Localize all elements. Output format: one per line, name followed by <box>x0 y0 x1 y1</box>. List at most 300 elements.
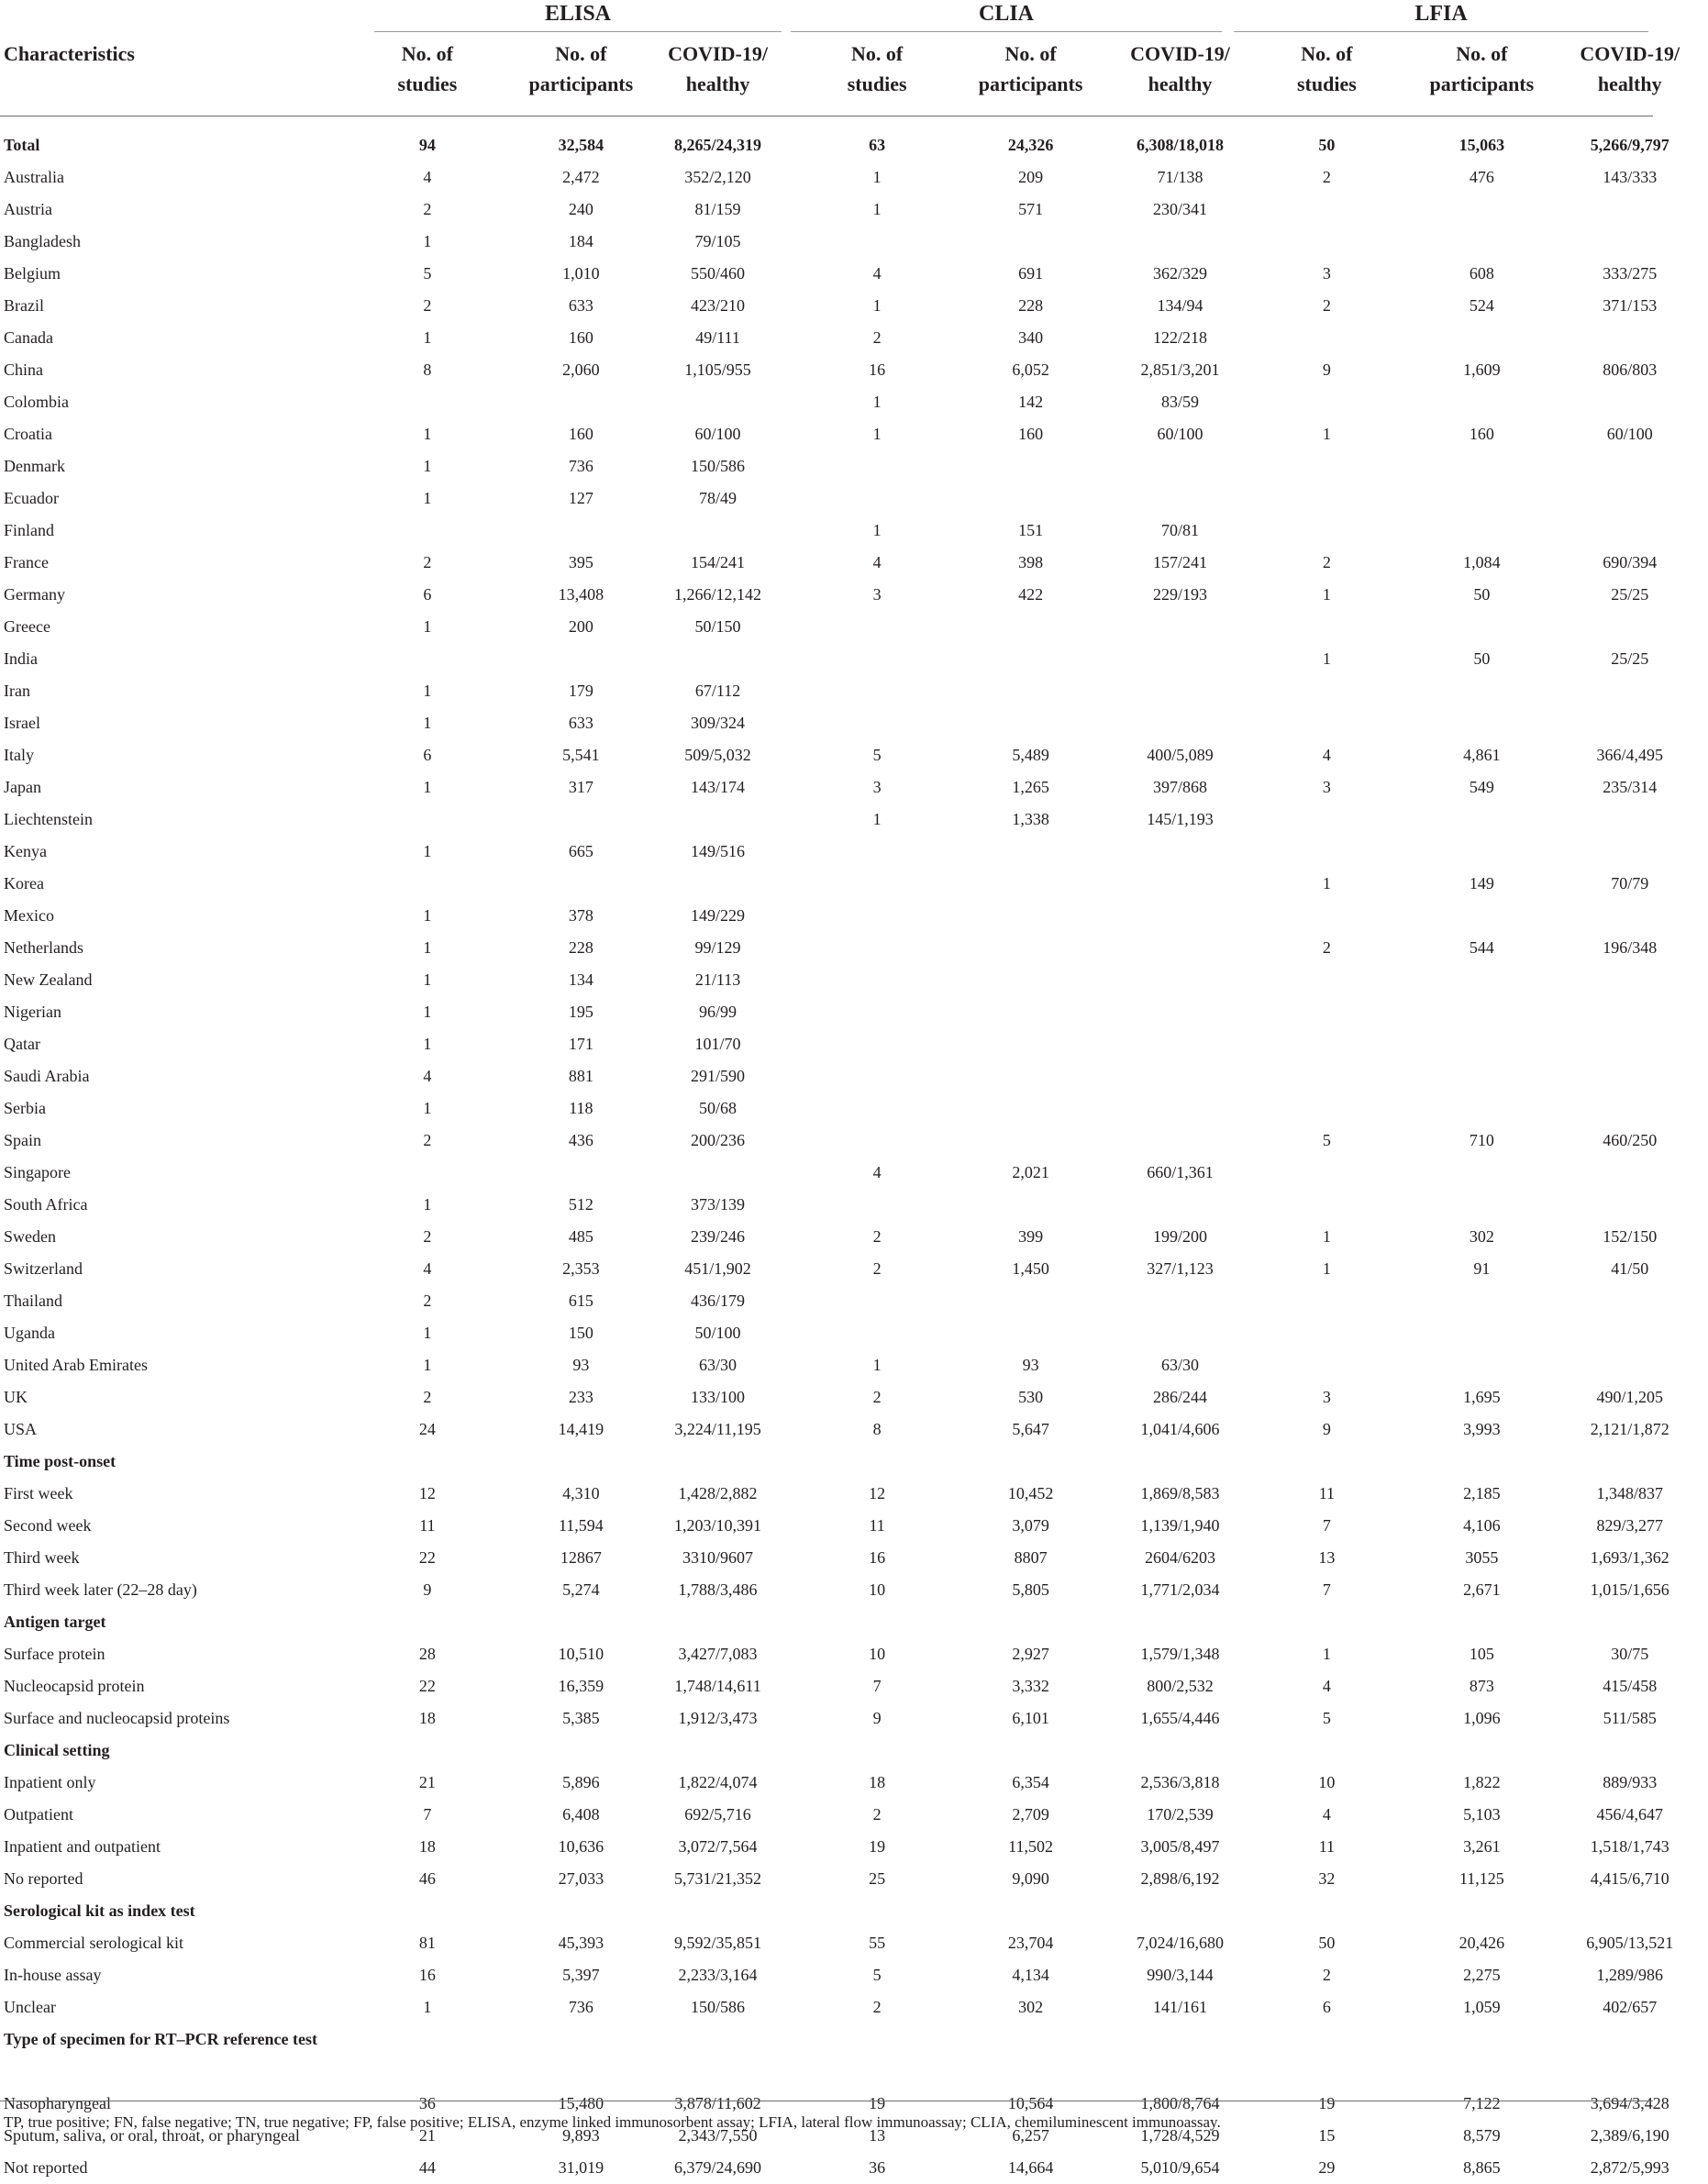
section-heading: Antigen target <box>4 1613 106 1631</box>
table-cell: 1 <box>872 393 882 411</box>
table-cell: 571 <box>1018 200 1044 218</box>
table-cell: 29 <box>1318 2158 1336 2177</box>
row-label: United Arab Emirates <box>4 1356 148 1374</box>
row-label: First week <box>4 1484 73 1502</box>
table-cell: 32,584 <box>558 136 604 154</box>
table-cell: 512 <box>568 1195 593 1214</box>
table-cell: 1,428/2,882 <box>678 1484 758 1502</box>
row-label: Sputum, saliva, or oral, throat, or pharyngeal <box>4 2126 300 2145</box>
table-row <box>0 1060 1653 1092</box>
table-cell: 2,898/6,192 <box>1140 1869 1220 1888</box>
table-row <box>0 964 1653 996</box>
table-cell: 362/329 <box>1152 264 1207 283</box>
table-row <box>0 1927 1674 1959</box>
table-cell: 397/868 <box>1152 778 1207 796</box>
table-cell: 829/3,277 <box>1596 1516 1663 1535</box>
row-label: In-house assay <box>4 1966 102 1984</box>
table-cell: 11 <box>869 1516 885 1535</box>
table-cell: 4 <box>872 264 882 283</box>
table-cell: 5,489 <box>1012 746 1049 764</box>
table-cell: 436 <box>568 1131 593 1149</box>
row-label: Netherlands <box>4 938 83 957</box>
table-cell: 5,397 <box>562 1966 600 1984</box>
table-cell: 1,139/1,940 <box>1140 1516 1220 1535</box>
table-cell: 7 <box>872 1677 882 1695</box>
table-cell: 1,041/4,606 <box>1140 1420 1220 1438</box>
table-cell: 3,079 <box>1012 1516 1049 1535</box>
table-cell: 1,348/837 <box>1596 1484 1663 1502</box>
table-cell: 736 <box>568 457 593 475</box>
table-cell: 5,103 <box>1463 1805 1501 1824</box>
table-cell: 200 <box>568 617 593 636</box>
table-cell: 291/590 <box>691 1067 746 1085</box>
column-header-line: COVID-19/ <box>668 42 768 65</box>
table-cell: 2 <box>423 200 432 218</box>
table-cell: 5 <box>423 264 432 283</box>
table-cell: 317 <box>568 778 593 796</box>
table-cell: 229/193 <box>1152 585 1207 604</box>
table-cell: 1,266/12,142 <box>674 585 762 604</box>
table-cell: 1,518/1,743 <box>1590 1837 1669 1856</box>
table-cell: 8,265/24,319 <box>674 136 762 154</box>
row-label: Nigerian <box>4 1003 61 1021</box>
table-cell: 395 <box>568 553 593 571</box>
column-header-ratio <box>1103 39 1259 99</box>
table-cell: 327/1,123 <box>1147 1259 1214 1278</box>
row-label: China <box>4 360 43 379</box>
row-label: Colombia <box>4 393 69 411</box>
table-cell: 1 <box>423 906 432 925</box>
table-cell: 2 <box>423 1388 432 1406</box>
table-cell: 15,063 <box>1458 136 1505 154</box>
table-cell: 460/250 <box>1603 1131 1658 1149</box>
table-cell: 11,502 <box>1008 1837 1054 1856</box>
group-underline <box>1234 31 1648 32</box>
table-cell: 21/113 <box>694 970 741 989</box>
table-row <box>0 1767 1658 1799</box>
column-header-participants <box>1413 39 1550 99</box>
table-row <box>0 258 1658 290</box>
table-row <box>0 611 1653 643</box>
table-cell: 50/150 <box>694 617 741 636</box>
table-cell: 3 <box>1322 778 1331 796</box>
table-cell: 2 <box>423 1292 432 1310</box>
table-cell: 63 <box>869 136 886 154</box>
table-cell: 2 <box>872 1388 882 1406</box>
table-cell: 544 <box>1469 938 1494 957</box>
table-cell: 3,261 <box>1463 1837 1501 1856</box>
section-row <box>0 1735 1653 1767</box>
table-cell: 1 <box>423 682 432 700</box>
table-cell: 28 <box>418 1645 436 1663</box>
table-cell: 36 <box>869 2158 886 2177</box>
table-cell: 49/111 <box>695 328 740 347</box>
column-header-line: No. of <box>1004 42 1057 65</box>
row-label: Not reported <box>4 2158 88 2177</box>
group-header-elisa <box>374 0 782 33</box>
row-label: Croatia <box>4 425 52 443</box>
column-header-line: No. of <box>1301 42 1353 65</box>
row-label: Uganda <box>4 1324 55 1342</box>
table-cell: 79/105 <box>694 232 741 250</box>
column-header-ratio <box>1552 39 1708 99</box>
table-cell: 145/1,193 <box>1147 810 1214 828</box>
table-cell: 6,408 <box>562 1805 600 1824</box>
table-row <box>0 1991 1658 2023</box>
table-cell: 3,005/8,497 <box>1140 1837 1220 1856</box>
table-cell: 476 <box>1469 168 1494 186</box>
group-underline <box>791 31 1222 32</box>
table-cell: 9 <box>1322 360 1331 379</box>
table-row <box>0 836 1653 868</box>
table-cell: 24 <box>418 1420 436 1438</box>
table-cell: 240 <box>568 200 593 218</box>
table-cell: 93 <box>1022 1356 1039 1374</box>
table-row <box>0 1317 1653 1349</box>
table-cell: 2 <box>1322 553 1331 571</box>
group-underline <box>374 31 782 32</box>
row-label: Korea <box>4 874 44 892</box>
table-cell: 2,021 <box>1012 1163 1049 1181</box>
table-cell: 5,266/9,797 <box>1590 136 1669 154</box>
table-cell: 78/49 <box>699 489 738 507</box>
table-cell: 1,015/1,656 <box>1590 1580 1669 1599</box>
row-label: No reported <box>4 1869 83 1888</box>
table-cell: 2,275 <box>1463 1966 1501 1984</box>
row-label: Italy <box>4 746 34 764</box>
table-cell: 4 <box>1322 746 1331 764</box>
table-row <box>0 515 1653 547</box>
table-row <box>0 675 1653 707</box>
column-header-line: participants <box>528 72 634 95</box>
table-cell: 3,224/11,195 <box>674 1420 761 1438</box>
table-row <box>0 1702 1657 1735</box>
table-cell: 1,084 <box>1463 553 1501 571</box>
table-row <box>0 354 1658 386</box>
table-cell: 550/460 <box>691 264 746 283</box>
table-cell: 366/4,495 <box>1596 746 1663 764</box>
group-header-lfia <box>1234 0 1648 33</box>
table-cell: 154/241 <box>691 553 746 571</box>
table-cell: 195 <box>568 1003 593 1021</box>
table-row <box>0 1349 1653 1381</box>
row-label: Ecuador <box>4 489 59 507</box>
table-cell: 149 <box>1469 874 1494 892</box>
table-cell: 1 <box>1322 585 1331 604</box>
row-label: Bangladesh <box>4 232 81 250</box>
table-cell: 1 <box>423 617 432 636</box>
table-cell: 16 <box>418 1966 436 1984</box>
row-label: Mexico <box>4 906 54 925</box>
table-cell: 8,579 <box>1463 2126 1501 2145</box>
table-cell: 70/81 <box>1160 521 1199 539</box>
table-cell: 18 <box>869 1773 886 1791</box>
table-cell: 15 <box>1318 2126 1336 2145</box>
table-cell: 2,671 <box>1463 1580 1501 1599</box>
table-cell: 1,728/4,529 <box>1140 2126 1220 2145</box>
table-cell: 25 <box>869 1869 886 1888</box>
table-cell: 309/324 <box>691 714 746 732</box>
table-cell: 44 <box>418 2158 436 2177</box>
table-cell: 46 <box>418 1869 436 1888</box>
table-cell: 3310/9607 <box>682 1548 754 1567</box>
table-cell: 105 <box>1469 1645 1494 1663</box>
table-cell: 1 <box>423 842 432 860</box>
column-header-line: healthy <box>685 72 750 95</box>
table-row <box>0 1253 1653 1285</box>
table-cell: 6 <box>423 746 432 764</box>
table-cell: 1,579/1,348 <box>1140 1645 1220 1663</box>
table-row <box>0 226 1653 258</box>
table-row <box>0 482 1653 515</box>
section-row <box>0 1446 1653 1478</box>
table-cell: 18 <box>418 1709 436 1727</box>
table-cell: 286/244 <box>1152 1388 1207 1406</box>
table-cell: 402/657 <box>1603 1998 1658 2016</box>
table-cell: 60/100 <box>1157 425 1203 443</box>
row-label: Singapore <box>4 1163 71 1181</box>
table-cell: 179 <box>568 682 593 700</box>
row-label: UK <box>4 1388 28 1406</box>
table-cell: 63/30 <box>699 1356 738 1374</box>
section-row <box>0 1606 1653 1638</box>
table-cell: 171 <box>568 1035 593 1053</box>
table-cell: 6 <box>1322 1998 1331 2016</box>
table-row <box>0 1414 1669 1446</box>
table-cell: 1,748/14,611 <box>674 1677 761 1695</box>
table-cell: 150 <box>568 1324 593 1342</box>
table-cell: 9,592/35,851 <box>674 1934 762 1952</box>
group-title: LFIA <box>1414 2 1468 26</box>
table-row <box>0 290 1658 322</box>
table-cell: 20,426 <box>1458 1934 1505 1952</box>
section-heading: Time post-onset <box>4 1452 116 1470</box>
table-row <box>0 386 1653 418</box>
table-cell: 806/803 <box>1603 360 1658 379</box>
table-cell: 7 <box>423 1805 432 1824</box>
table-cell: 101/70 <box>694 1035 741 1053</box>
table-cell: 12 <box>869 1484 886 1502</box>
table-footnote: TP, true positive; FN, false negative; TN, true negative; FP, false positive; ELISA, enzyme linked immunosorbent assay; LFIA, lateral flow immunoassay; CLIA, chemiluminescent immunoassay. <box>4 2113 1221 2131</box>
row-label: Surface protein <box>4 1645 105 1663</box>
table-cell: 7 <box>1322 1516 1331 1535</box>
table-cell: 143/174 <box>691 778 746 796</box>
table-cell: 1 <box>423 328 432 347</box>
table-cell: 96/99 <box>699 1003 738 1021</box>
table-cell: 10 <box>869 1645 886 1663</box>
table-row <box>0 1285 1653 1317</box>
table-cell: 378 <box>568 906 593 925</box>
table-row <box>0 194 1653 226</box>
table-cell: 451/1,902 <box>684 1259 751 1278</box>
table-cell: 2,343/7,550 <box>678 2126 758 2145</box>
row-label: Liechtenstein <box>4 810 93 828</box>
table-cell: 633 <box>568 296 593 315</box>
table-cell: 302 <box>1018 1998 1044 2016</box>
table-cell: 50 <box>1473 585 1491 604</box>
table-cell: 8 <box>872 1420 882 1438</box>
table-cell: 11 <box>1318 1837 1336 1856</box>
table-cell: 2 <box>872 1998 882 2016</box>
table-cell: 7,024/16,680 <box>1136 1934 1224 1952</box>
table-cell: 27,033 <box>558 1869 604 1888</box>
table-row <box>0 1092 1653 1125</box>
table-cell: 16 <box>869 1548 886 1567</box>
table-cell: 1 <box>872 1356 882 1374</box>
row-label: Denmark <box>4 457 65 475</box>
table-cell: 50 <box>1318 1934 1336 1952</box>
table-cell: 1,338 <box>1012 810 1049 828</box>
column-header-studies <box>363 39 492 99</box>
table-cell: 118 <box>569 1099 593 1117</box>
table-cell: 690/394 <box>1603 553 1658 571</box>
table-cell: 2 <box>1322 938 1331 957</box>
table-cell: 24,326 <box>1007 136 1054 154</box>
table-cell: 2,185 <box>1463 1484 1501 1502</box>
table-cell: 2 <box>423 296 432 315</box>
table-cell: 228 <box>1018 296 1044 315</box>
table-cell: 373/139 <box>691 1195 746 1214</box>
column-header-line: healthy <box>1597 72 1662 95</box>
table-cell: 485 <box>568 1227 593 1246</box>
table-cell: 142 <box>1018 393 1044 411</box>
header-characteristics: Characteristics <box>4 42 135 65</box>
table-cell: 3 <box>872 585 882 604</box>
table-cell: 233 <box>568 1388 593 1406</box>
table-cell: 4,415/6,710 <box>1590 1869 1669 1888</box>
table-cell: 1 <box>1322 1645 1331 1663</box>
table-cell: 3,878/11,602 <box>674 2094 761 2112</box>
table-cell: 1 <box>423 489 432 507</box>
table-cell: 83/59 <box>1160 393 1199 411</box>
table-row <box>0 804 1653 836</box>
table-cell: 736 <box>568 1998 593 2016</box>
table-cell: 14,419 <box>558 1420 604 1438</box>
table-cell: 13 <box>1318 1548 1336 1567</box>
table-cell: 1 <box>423 1003 432 1021</box>
table-cell: 230/341 <box>1152 200 1207 218</box>
table-cell: 6,905/13,521 <box>1586 1934 1674 1952</box>
row-label: Unclear <box>4 1998 56 2016</box>
table-cell: 19 <box>1318 2094 1336 2112</box>
table-cell: 1,203/10,391 <box>674 1516 762 1535</box>
table-cell: 1 <box>423 938 432 957</box>
row-label: Finland <box>4 521 55 539</box>
table-row <box>0 996 1653 1028</box>
table-cell: 1 <box>423 457 432 475</box>
table-cell: 2,121/1,872 <box>1590 1420 1669 1438</box>
table-cell: 93 <box>572 1356 590 1374</box>
table-cell: 81/159 <box>694 200 741 218</box>
table-cell: 143/333 <box>1603 168 1658 186</box>
table-cell: 19 <box>869 1837 886 1856</box>
table-cell: 524 <box>1469 296 1494 315</box>
table-cell: 615 <box>568 1292 593 1310</box>
table-cell: 2,851/3,201 <box>1140 360 1220 379</box>
table-cell: 1 <box>1322 1227 1331 1246</box>
table-cell: 1 <box>423 1099 432 1117</box>
table-cell: 333/275 <box>1603 264 1658 283</box>
table-cell: 19 <box>869 2094 886 2112</box>
table-cell: 2,709 <box>1012 1805 1049 1824</box>
table-cell: 4 <box>872 553 882 571</box>
table-cell: 6 <box>423 585 432 604</box>
table-cell: 509/5,032 <box>684 746 751 764</box>
table-row <box>0 322 1653 354</box>
table-cell: 2,536/3,818 <box>1140 1773 1220 1791</box>
table-row <box>0 1638 1653 1670</box>
table-cell: 1 <box>872 168 882 186</box>
table-cell: 1,265 <box>1012 778 1049 796</box>
row-label: Nasopharyngeal <box>4 2094 111 2112</box>
table-row <box>0 129 1669 161</box>
table-cell: 10,636 <box>558 1837 604 1856</box>
table-cell: 608 <box>1469 264 1494 283</box>
table-cell: 4,861 <box>1463 746 1501 764</box>
table-row <box>0 1478 1663 1510</box>
table-cell: 2 <box>1322 296 1331 315</box>
table-cell: 199/200 <box>1152 1227 1207 1246</box>
row-label: Japan <box>4 778 41 796</box>
table-cell: 71/138 <box>1157 168 1203 186</box>
table-row <box>0 1125 1658 1157</box>
table-cell: 1 <box>1322 425 1331 443</box>
table-cell: 1,059 <box>1463 1998 1501 2016</box>
table-cell: 1,788/3,486 <box>678 1580 758 1599</box>
table-cell: 150/586 <box>691 457 746 475</box>
row-label: Israel <box>4 714 40 732</box>
table-cell: 36 <box>418 2094 436 2112</box>
row-label: Outpatient <box>4 1805 73 1824</box>
table-cell: 1 <box>423 425 432 443</box>
table-row <box>0 450 1653 482</box>
table-row <box>0 932 1658 964</box>
table-cell: 1,096 <box>1463 1709 1501 1727</box>
table-cell: 8,865 <box>1463 2158 1501 2177</box>
table-cell: 5,385 <box>562 1709 600 1727</box>
table-cell: 423/210 <box>691 296 746 315</box>
row-label: Inpatient only <box>4 1773 96 1791</box>
table-cell: 422 <box>1018 585 1044 604</box>
table-cell: 4 <box>872 1163 882 1181</box>
table-body <box>0 129 1674 2184</box>
table-row <box>0 1831 1669 1863</box>
table-cell: 235/314 <box>1603 778 1658 796</box>
table-row <box>0 1959 1663 1991</box>
table-cell: 10 <box>1318 1773 1336 1791</box>
table-cell: 5 <box>1322 1131 1331 1149</box>
table-cell: 4,106 <box>1463 1516 1501 1535</box>
group-title: CLIA <box>978 2 1034 26</box>
table-cell: 5,805 <box>1012 1580 1049 1599</box>
row-label: Brazil <box>4 296 44 315</box>
table-row <box>0 1542 1669 1574</box>
column-header-line: studies <box>847 72 907 95</box>
row-label: Thailand <box>4 1292 62 1310</box>
table-cell: 67/112 <box>694 682 741 700</box>
table-cell: 4 <box>423 168 432 186</box>
table-cell: 228 <box>568 938 593 957</box>
table-row <box>0 418 1653 450</box>
table-cell: 5,274 <box>562 1580 600 1599</box>
table-cell: 2 <box>872 1805 882 1824</box>
table-cell: 990/3,144 <box>1147 1966 1214 1984</box>
column-header-line: participants <box>978 72 1083 95</box>
table-cell: 2 <box>1322 168 1331 186</box>
table-row <box>0 161 1658 194</box>
table-cell: 633 <box>568 714 593 732</box>
table-cell: 1,693/1,362 <box>1590 1548 1669 1567</box>
